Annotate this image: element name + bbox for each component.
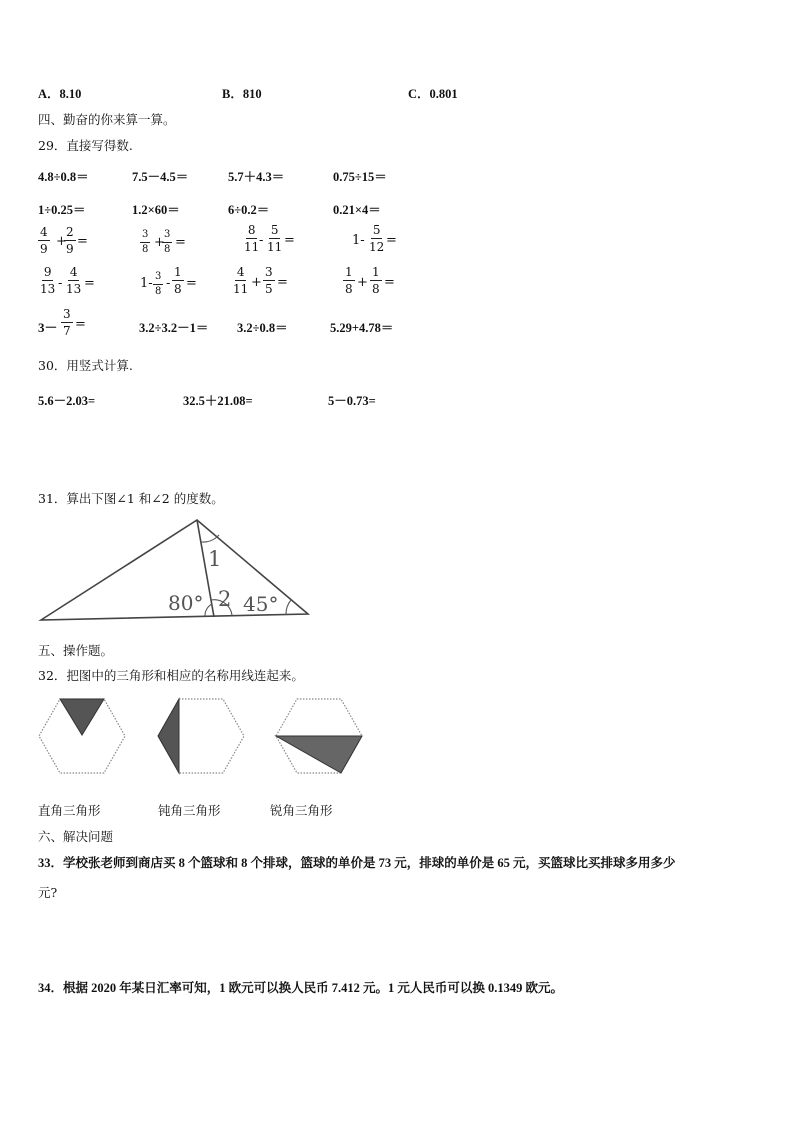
fraction: $\frac{3}{8}$: [155, 271, 162, 297]
q29-r2-c2: 1.2×60＝: [132, 203, 180, 217]
q29-r2-c3: 6÷0.2＝: [228, 203, 270, 217]
angle-1-label: 1: [208, 547, 222, 571]
q29-r5-c2: 3.2÷3.2－1＝: [139, 321, 209, 335]
fraction: $\frac{3}{5}$: [265, 265, 273, 296]
q30-item-3: 5－0.73=: [328, 394, 376, 408]
hexagon-figure-2: [158, 699, 244, 773]
fraction: $\frac{5}{12}$: [369, 223, 385, 254]
q29-r2-c4: 0.21×4＝: [333, 203, 381, 217]
q30-item-2: 32.5＋21.08=: [183, 394, 253, 408]
fraction: $\frac{1}{8}$: [174, 265, 182, 296]
q33-line-2: 元?: [38, 885, 58, 900]
arc-angle-80: [205, 604, 212, 616]
name-right-triangle: 直角三角形: [38, 803, 101, 818]
fraction: $\frac{8}{11}$: [244, 223, 260, 254]
fraction: $\frac{1}{8}$: [372, 265, 380, 296]
fraction: $\frac{1}{8}$: [345, 265, 353, 296]
fraction: $\frac{3}{8}$: [164, 229, 171, 255]
option-b: B．810: [222, 87, 262, 101]
name-obtuse-triangle: 钝角三角形: [158, 803, 221, 818]
q31-title: 31．算出下图∠1 和∠2 的度数。: [38, 491, 224, 506]
q29-r1-c4: 0.75÷15＝: [333, 170, 387, 184]
q29-r1-c1: 4.8÷0.8＝: [38, 170, 89, 184]
fraction: $\frac{3}{8}$: [142, 229, 149, 255]
q29-r5-c3: 3.2÷0.8＝: [237, 321, 288, 335]
q29-r1-c2: 7.5－4.5＝: [132, 170, 189, 184]
hexagon-figure-1: [39, 699, 125, 773]
section-4-title: 四、勤奋的你来算一算。: [38, 112, 176, 127]
fraction: $\frac{3}{7}$: [63, 307, 71, 338]
angle-45-label: 45°: [243, 592, 279, 616]
section-5-title: 五、操作题。: [38, 643, 114, 658]
angle-80-label: 80°: [168, 591, 204, 615]
fraction: $\frac{2}{9}$: [66, 225, 74, 256]
name-acute-triangle: 锐角三角形: [270, 803, 333, 818]
section-6-title: 六、解决问题: [38, 829, 114, 844]
fraction: $\frac{4}{11}$: [233, 265, 249, 296]
q29-title: 29．直接写得数.: [38, 138, 133, 153]
q30-title: 30．用竖式计算.: [38, 358, 133, 373]
fraction: $\frac{4}{13}$: [66, 265, 82, 296]
q32-title: 32．把图中的三角形和相应的名称用线连起来。: [38, 668, 304, 683]
fraction: $\frac{5}{11}$: [267, 223, 283, 254]
option-a: A．8.10: [38, 87, 82, 101]
angle-2-label: 2: [218, 587, 232, 611]
q33-line-1: 33．学校张老师到商店买 8 个篮球和 8 个排球，篮球的单价是 73 元，排球的单价是 65 元，买篮球比买排球多用多少: [38, 856, 676, 870]
option-c: C．0.801: [408, 87, 458, 101]
hexagon-figure-3: [276, 699, 362, 773]
arc-angle-45: [286, 600, 291, 614]
q30-item-1: 5.6－2.03=: [38, 394, 96, 408]
q29-r2-c1: 1÷0.25＝: [38, 203, 86, 217]
shaded-right-triangle: [276, 736, 362, 773]
q29-r1-c3: 5.7＋4.3＝: [228, 170, 285, 184]
q29-r5-c4: 5.29+4.78＝: [330, 321, 394, 335]
q34-text: 34．根据 2020 年某日汇率可知，1 欧元可以换人民币 7.412 元。1 元人民币可以换 0.1349 欧元。: [38, 981, 564, 995]
shaded-acute-triangle: [60, 699, 104, 735]
fraction: $\frac{4}{9}$: [40, 225, 48, 256]
shaded-obtuse-triangle: [158, 699, 179, 773]
fraction: $\frac{9}{13}$: [40, 265, 56, 296]
